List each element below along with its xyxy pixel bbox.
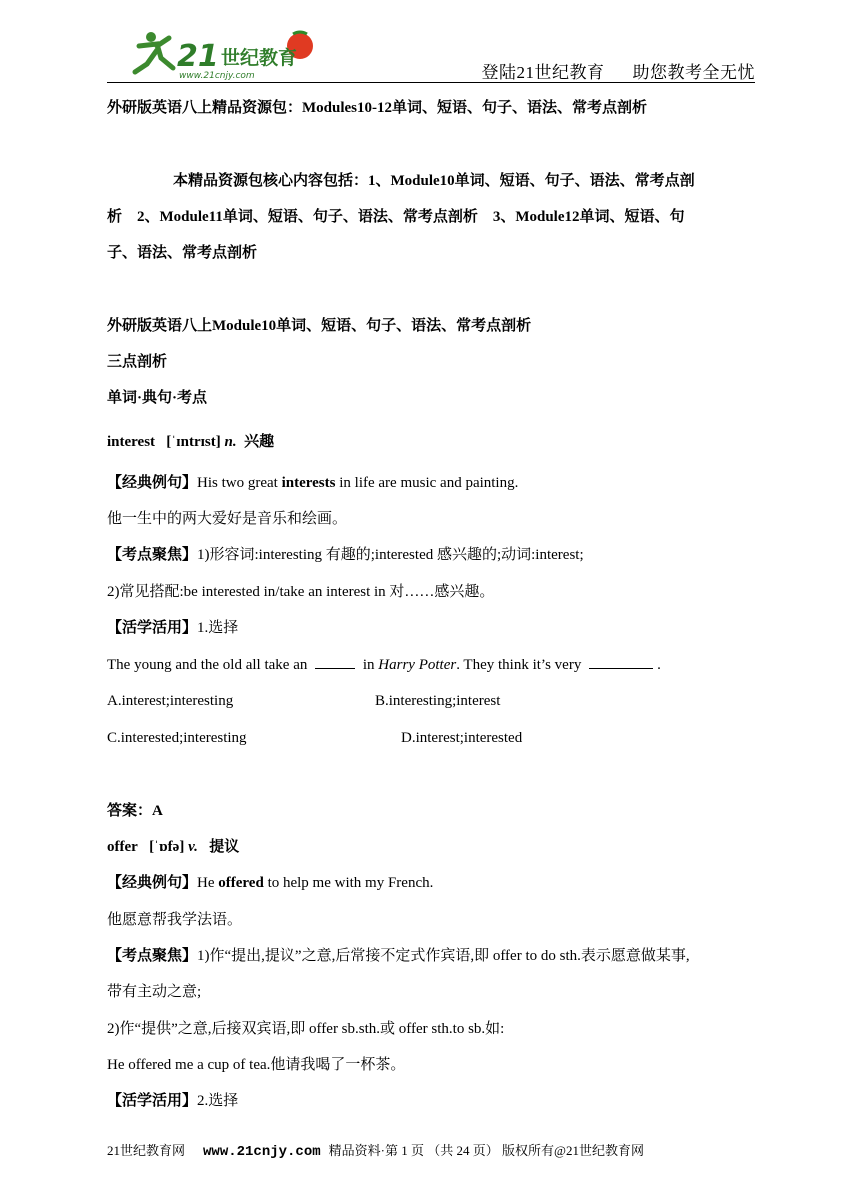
- focus-text: 1)作“提出,提议”之意,后常接不定式作宾语,即 offer to do sth.表示愿意做某事,: [197, 948, 690, 964]
- site-logo: [117, 28, 317, 80]
- example-label: 【经典例句】: [107, 875, 198, 891]
- section-subtitle-1: 三点剖析: [107, 354, 168, 370]
- question-book-title: Harry Potter: [378, 657, 457, 673]
- practice-label: 【活学活用】: [107, 620, 198, 636]
- entry-meaning: 兴趣: [244, 434, 275, 450]
- entry-phonetic: [ˈɪntrɪst]: [166, 434, 221, 450]
- entry-phonetic: [ˈɒfə]: [149, 839, 185, 855]
- answer-blank-2: [589, 655, 653, 669]
- entry-word: interest: [107, 434, 156, 450]
- section-title: 外研版英语八上Module10单词、短语、句子、语法、常考点剖析: [107, 318, 532, 334]
- focus-point-1: [107, 545, 584, 565]
- entry-meaning: 提议: [209, 839, 240, 855]
- page-header: [107, 28, 755, 83]
- entry-heading: [107, 432, 274, 452]
- focus-label: 【考点聚焦】: [107, 547, 198, 563]
- example-pre: He: [197, 875, 219, 891]
- example-post: to help me with my French.: [263, 875, 434, 891]
- footer-url[interactable]: www.21cnjy.com: [203, 1144, 321, 1160]
- example-sentence: [107, 873, 433, 893]
- footer-info: 精品资料·第 1 页 （共 24 页） 版权所有@21世纪教育网: [328, 1143, 644, 1158]
- answer-text: 答案：A: [107, 803, 163, 819]
- entry-pos: n.: [224, 434, 237, 450]
- example-post: in life are music and painting.: [335, 475, 519, 491]
- focus-point-1: [107, 946, 690, 966]
- slogan-part-1: 登陆21世纪教育: [481, 63, 605, 82]
- entry-word: offer: [107, 839, 138, 855]
- practice-label: 【活学活用】: [107, 1093, 198, 1109]
- page-footer: [107, 1140, 644, 1160]
- question-mid: in: [362, 657, 375, 673]
- example-label: 【经典例句】: [107, 475, 198, 491]
- document-title: 外研版英语八上精品资源包：Modules10-12单词、短语、句子、语法、常考点剖析: [107, 100, 648, 116]
- svg-text:世纪教育: 世纪教育: [221, 47, 298, 69]
- example-translation: 他愿意帮我学法语。: [107, 912, 243, 928]
- practice-title: 2.选择: [197, 1093, 239, 1109]
- section-subtitle-2: 单词·典句·考点: [107, 390, 208, 406]
- example-pre: His two great: [197, 475, 282, 491]
- focus-point-3: He offered me a cup of tea.他请我喝了一杯茶。: [107, 1057, 406, 1073]
- option-a: A.interest;interesting: [107, 693, 234, 709]
- entry-heading: [107, 837, 239, 857]
- focus-point-2: 2)常见搭配:be interested in/take an interest in 对……感兴趣。: [107, 584, 495, 600]
- question-post: . They think it’s very: [456, 657, 582, 673]
- entry-pos: v.: [188, 839, 198, 855]
- focus-label: 【考点聚焦】: [107, 948, 198, 964]
- footer-site: 21世纪教育网: [107, 1143, 186, 1158]
- slogan-part-2: 助您教考全无忧: [632, 63, 755, 82]
- practice-heading: [107, 618, 238, 638]
- question-end: .: [657, 657, 661, 673]
- question-text: [107, 655, 661, 675]
- practice-title: 1.选择: [197, 620, 239, 636]
- example-sentence: [107, 473, 518, 493]
- option-c: C.interested;interesting: [107, 730, 247, 746]
- focus-text: 1)形容词:interesting 有趣的;interested 感兴趣的;动词:interest;: [197, 547, 584, 563]
- svg-text:www.21cnjy.com: www.21cnjy.com: [179, 71, 255, 80]
- focus-point-2: 2)作“提供”之意,后接双宾语,即 offer sb.sth.或 offer sth.to sb.如:: [107, 1021, 505, 1037]
- example-keyword: interests: [281, 475, 336, 491]
- option-d: D.interest;interested: [401, 730, 523, 746]
- practice-heading: [107, 1091, 238, 1111]
- intro-line-3: 子、语法、常考点剖析: [107, 245, 258, 261]
- focus-point-1-cont: 带有主动之意;: [107, 984, 202, 1000]
- example-keyword: offered: [218, 875, 264, 891]
- header-slogan: [482, 58, 756, 83]
- option-b: B.interesting;interest: [375, 693, 501, 709]
- example-translation: 他一生中的两大爱好是音乐和绘画。: [107, 511, 348, 527]
- svg-text:21: 21: [177, 39, 219, 74]
- intro-line-1: 本精品资源包核心内容包括：1、Module10单词、短语、句子、语法、常考点剖: [173, 173, 695, 189]
- intro-line-2: 析 2、Module11单词、短语、句子、语法、常考点剖析 3、Module12单词、短语、句: [107, 209, 685, 225]
- answer-blank-1: [315, 655, 355, 669]
- question-pre: The young and the old all take an: [107, 657, 308, 673]
